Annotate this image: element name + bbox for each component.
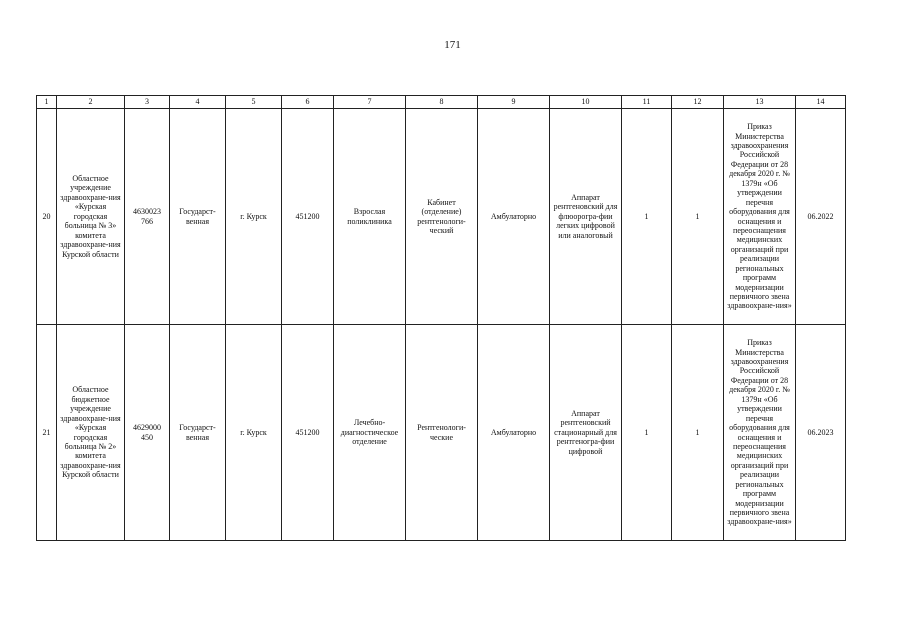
table-cell-col-2: Областное учреждение здравоохране-ния «Курская городская больница № 3» комитета здравоохране-ния Курской области (57, 109, 125, 325)
table-cell-col-13: Приказ Министерства здравоохранения Российской Федерации от 28 декабря 2020 г. № 1379н «Об утверждении перечня оборудования для оснащения и переоснащения медицинских организаций при реализации региональных программ модернизации первичного звена здравоохране-ния» (724, 325, 796, 541)
table-cell-col-9: Амбулаторно (478, 109, 550, 325)
table-header-row (37, 96, 846, 109)
table-cell-col-1: 20 (37, 109, 57, 325)
table-cell-col-7: Взрослая поликлиника (334, 109, 406, 325)
table-cell-col-9: Амбулаторно (478, 325, 550, 541)
table-cell-col-7: Лечебно-диагностическое отделение (334, 325, 406, 541)
column-header-10: 10 (550, 96, 622, 109)
table-cell-col-8: Рентгенологи-ческие (406, 325, 478, 541)
page-number: 171 (444, 39, 461, 51)
column-header-12: 12 (672, 96, 724, 109)
table-cell-col-8: Кабинет (отделение) рентгенологи-ческий (406, 109, 478, 325)
column-header-11: 11 (622, 96, 672, 109)
column-header-14: 14 (796, 96, 846, 109)
column-header-3: 3 (125, 96, 170, 109)
column-header-6: 6 (282, 96, 334, 109)
table-cell-col-5: г. Курск (226, 325, 282, 541)
column-header-13: 13 (724, 96, 796, 109)
column-header-9: 9 (478, 96, 550, 109)
column-header-7: 7 (334, 96, 406, 109)
table-cell-col-10: Аппарат рентгеновский для флюорогра-фии легких цифровой или аналоговый (550, 109, 622, 325)
column-header-1: 1 (37, 96, 57, 109)
column-header-4: 4 (170, 96, 226, 109)
table-cell-col-14: 06.2022 (796, 109, 846, 325)
column-header-8: 8 (406, 96, 478, 109)
equipment-table (36, 95, 846, 541)
table-row (37, 325, 846, 541)
table-cell-col-13: Приказ Министерства здравоохранения Российской Федерации от 28 декабря 2020 г. № 1379н «Об утверждении перечня оборудования для оснащения и переоснащения медицинских организаций при реализации региональных программ модернизации первичного звена здравоохране-ния» (724, 109, 796, 325)
table-cell-col-12: 1 (672, 325, 724, 541)
column-header-5: 5 (226, 96, 282, 109)
table-cell-col-14: 06.2023 (796, 325, 846, 541)
table-cell-col-1: 21 (37, 325, 57, 541)
table-cell-col-3: 4630023 766 (125, 109, 170, 325)
column-header-2: 2 (57, 96, 125, 109)
table-cell-col-2: Областное бюджетное учреждение здравоохране-ния «Курская городская больница № 2» комитета здравоохране-ния Курской области (57, 325, 125, 541)
table-cell-col-4: Государст-венная (170, 109, 226, 325)
table-cell-col-4: Государст-венная (170, 325, 226, 541)
table-cell-col-11: 1 (622, 325, 672, 541)
table-cell-col-6: 451200 (282, 325, 334, 541)
table-cell-col-10: Аппарат рентгеновский стационарный для рентгеногра-фии цифровой (550, 325, 622, 541)
table-row (37, 109, 846, 325)
table-cell-col-11: 1 (622, 109, 672, 325)
table-cell-col-3: 4629000 450 (125, 325, 170, 541)
table-cell-col-12: 1 (672, 109, 724, 325)
table-cell-col-6: 451200 (282, 109, 334, 325)
table-cell-col-5: г. Курск (226, 109, 282, 325)
